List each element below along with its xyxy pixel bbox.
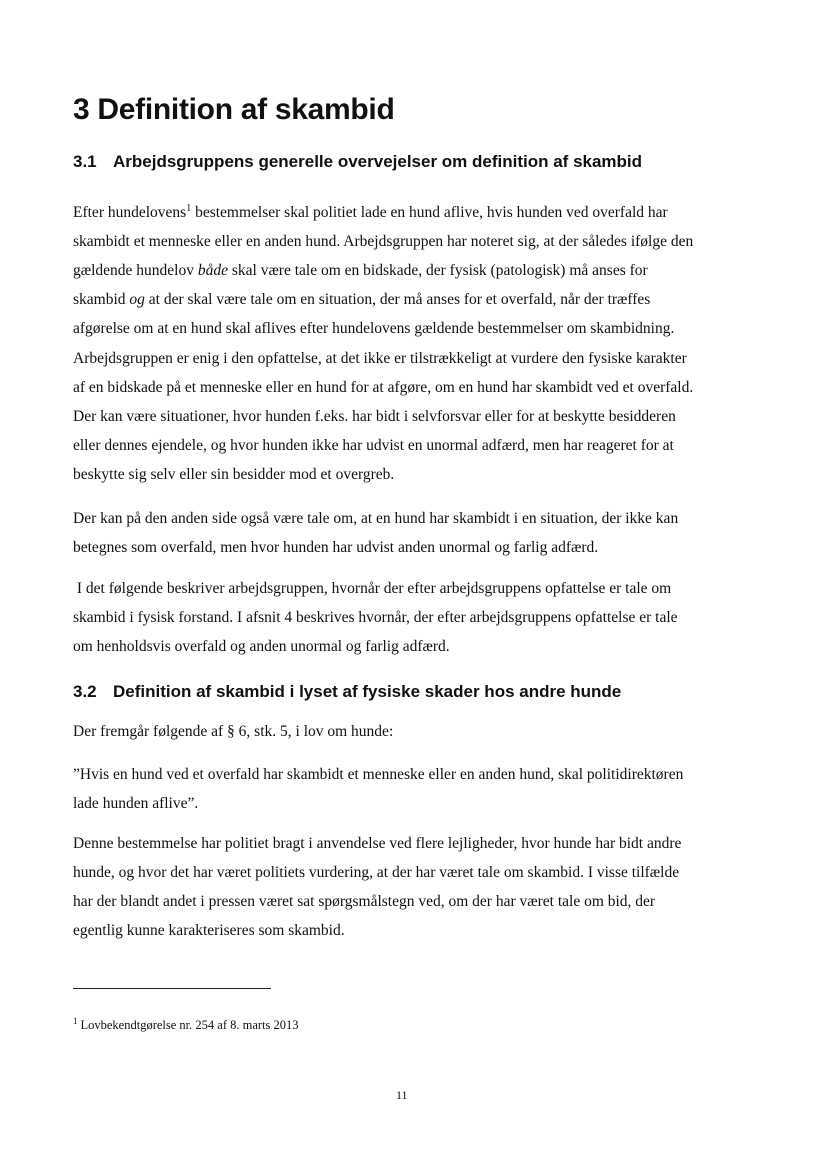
text-run: gældende hundelov [73,262,198,279]
paragraph-line: hunde, og hvor det har været politiets vurdering, at der har været tale om skambid. I visse tilfælde [73,864,680,881]
paragraph-2 [73,344,763,489]
section-title: Definition af skambid i lyset af fysiske skader hos andre hunde [113,682,622,701]
text-run: skal være tale om en bidskade, der fysisk (patologisk) må anses for [227,262,648,279]
paragraph-line: beskytte sig selv eller sin besidder mod et overgreb. [73,466,395,483]
paragraph-line: I det følgende beskriver arbejdsgruppen, hvornår der efter arbejdsgruppens opfattelse er tale om [73,580,672,597]
section-number: 3.1 [73,152,97,171]
paragraph-line [73,198,763,227]
footnote-separator [73,988,271,989]
footnote-reference: 1 [186,203,192,214]
paragraph-line: afgørelse om at en hund skal aflives efter hundelovens gældende bestemmelser om skambidning. [73,320,675,337]
footnote-mark: 1 [73,1016,78,1026]
paragraph-6 [73,829,763,945]
section-number: 3.2 [73,682,97,701]
paragraph-line [73,285,763,314]
paragraph-line: Denne bestemmelse har politiet bragt i anvendelse ved flere lejligheder, hvor hunde har bidt andre [73,835,682,852]
quote-paragraph [73,760,763,818]
paragraph-line: af en bidskade på et menneske eller en hund for at afgøre, om en hund har skambidt ved et overfald. [73,379,694,396]
paragraph-line: Arbejdsgruppen er enig i den opfattelse, at det ikke er tilstrækkeligt at vurdere den fysiske karakter [73,350,687,367]
paragraph-line: ”Hvis en hund ved et overfald har skambidt et menneske eller en anden hund, skal politidirektøren [73,766,684,783]
page-number: 11 [396,1088,408,1102]
paragraph-1 [73,198,763,343]
paragraph-line: Der fremgår følgende af § 6, stk. 5, i lov om hunde: [73,723,394,740]
footnote-text: Lovbekendtgørelse nr. 254 af 8. marts 2013 [80,1018,299,1032]
emphasis: og [129,291,145,308]
paragraph-3 [73,504,763,562]
paragraph-line: skambid i fysisk forstand. I afsnit 4 beskrives hvornår, der efter arbejdsgruppens opfattelse er tale [73,609,678,626]
text-run: at der skal være tale om en situation, der må anses for et overfald, når der træffes [144,291,651,308]
paragraph-4 [73,574,763,661]
text-run: bestemmelser skal politiet lade en hund aflive, hvis hunden ved overfald har [191,204,668,221]
section-heading-3-2 [73,680,621,704]
paragraph-line: har der blandt andet i pressen været sat spørgsmålstegn ved, om der har været tale om bid, der [73,893,656,910]
paragraph-line: Der kan være situationer, hvor hunden f.eks. har bidt i selvforsvar eller for at beskytte besidderen [73,408,676,425]
paragraph-line: betegnes som overfald, men hvor hunden har udvist anden unormal og farlig adfærd. [73,539,599,556]
footnote [73,1016,299,1033]
paragraph-line: eller dennes ejendele, og hvor hunden ikke har udvist en unormal adfærd, men har reageret for at [73,437,674,454]
paragraph-line: om henholdsvis overfald og anden unormal og farlig adfærd. [73,638,450,655]
text-run: Efter hundelovens [73,204,187,221]
emphasis: både [197,262,228,279]
paragraph-line: lade hunden aflive”. [73,795,199,812]
paragraph-line: egentlig kunne karakteriseres som skambid. [73,922,345,939]
section-heading-3-1 [73,150,642,174]
paragraph-5 [73,717,763,746]
section-title: Arbejdsgruppens generelle overvejelser om definition af skambid [113,152,643,171]
text-run: skambid [73,291,130,308]
paragraph-line: Der kan på den anden side også være tale om, at en hund har skambidt i en situation, der ikke kan [73,510,679,527]
paragraph-line: skambidt et menneske eller en anden hund. Arbejdsgruppen har noteret sig, at der således ifølge den [73,233,694,250]
paragraph-line [73,256,763,285]
chapter-heading: 3 Definition af skambid [73,93,395,126]
